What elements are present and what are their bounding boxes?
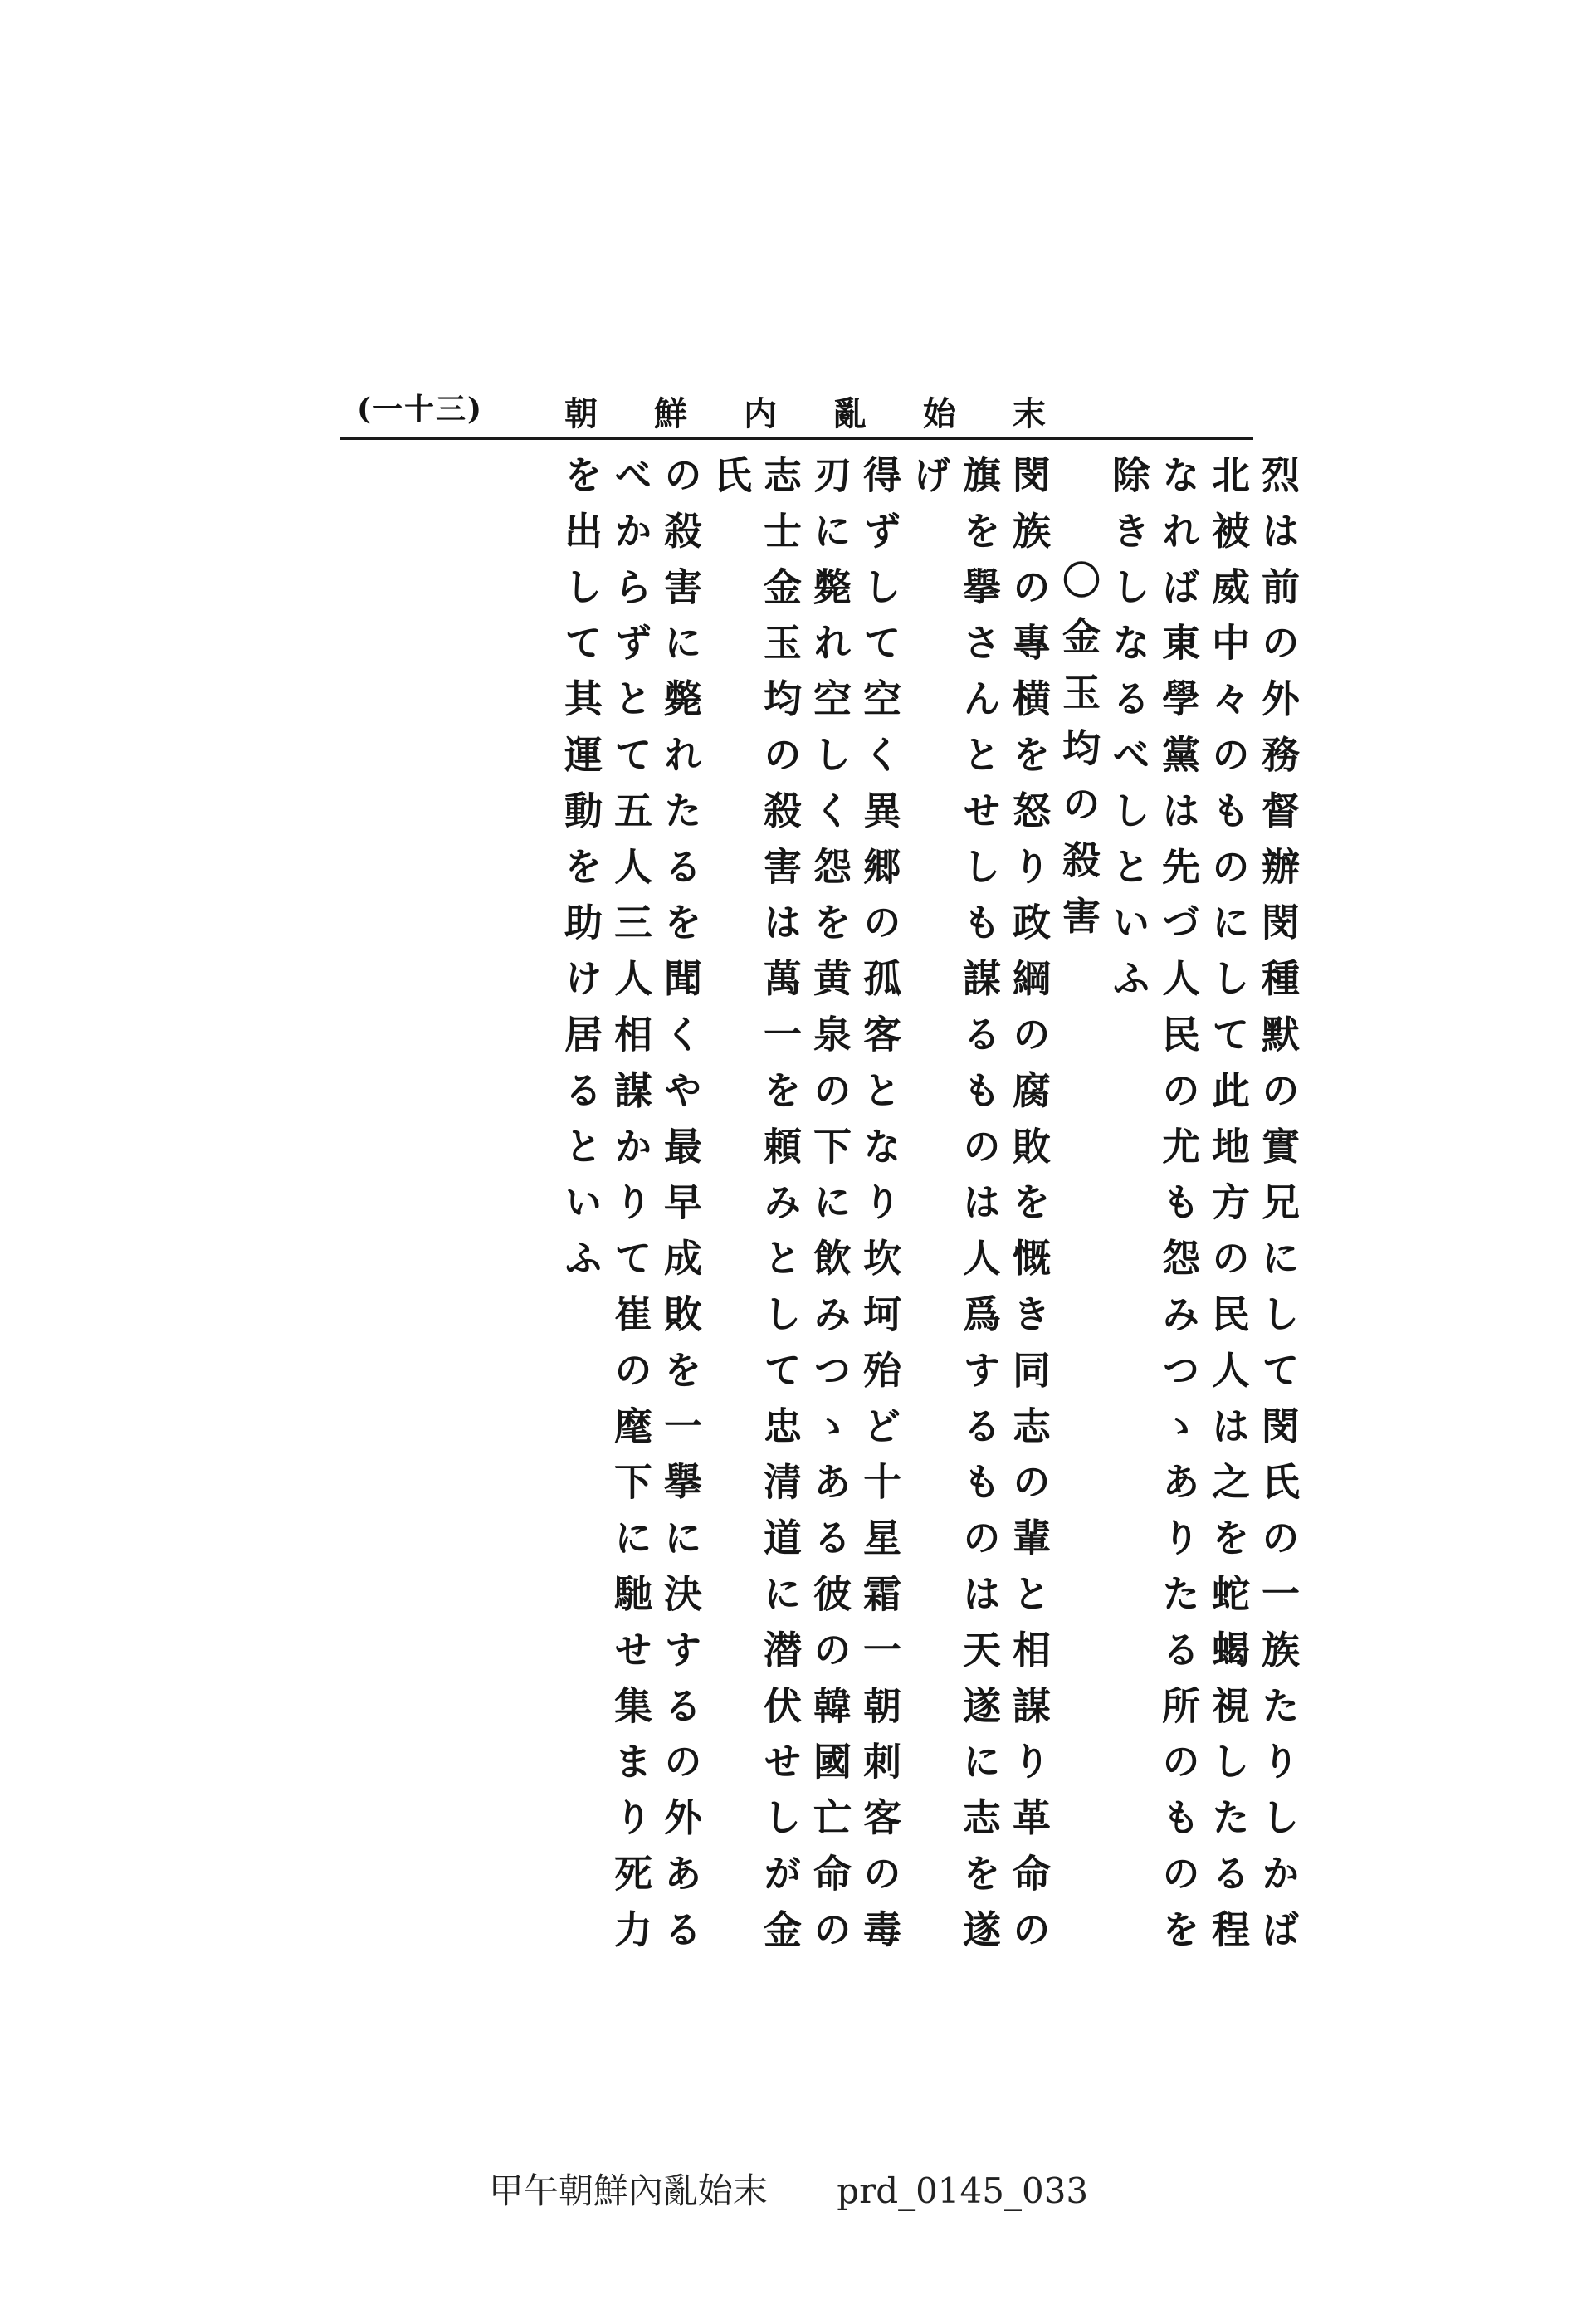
text-column: なれば東學黨は先づ人民の尤も怨みつゝありたる所のものを [1156, 455, 1201, 1965]
text-column: べからずとて五人三人相謀かりて崔の麾下に馳せ集まり死力 [608, 455, 653, 1965]
header-char: 鮮 [654, 393, 687, 433]
header-rule [340, 437, 1253, 440]
header-char: 始 [923, 393, 956, 433]
header-char: 朝 [564, 393, 598, 433]
text-column: 烈は前の外務督辦閔種默の實兄にして閔氏の一族たりしかば [1256, 455, 1301, 1965]
text-column: 北被威中々のものにして此地方の民人は之を蛇蝎視したる程 [1206, 455, 1251, 1965]
text-column: 除きしなるべしといふ [1106, 455, 1151, 1014]
header-char: 末 [1013, 393, 1046, 433]
text-column: 得ずして空く異郷の孤客となり坎坷殆ど十星霜一朝刺客の毒 [857, 455, 902, 1965]
vertical-text-body [315, 455, 1303, 1965]
header-char: 内 [744, 393, 777, 433]
section-heading: 〇金玉均の殺害 [1057, 560, 1101, 952]
footer-book-title: 甲午朝鮮內亂始末 [488, 2170, 768, 2211]
text-column: 志士金玉均の殺害は萬一を頼みとして忠清道に潜伏せしが金氏 [708, 455, 803, 1965]
text-column: を出して其運動を助け居るといふ [559, 455, 603, 1294]
text-column: 旗を擧さんとせしも謀るものは人爲するものは天遂に志を遂げ [907, 455, 1002, 1965]
text-column: の殺害に斃れたるを聞くや最早成敗を一擧に決するの外ある [658, 455, 703, 1965]
text-column: 刃に斃れ空しく怨を黄泉の下に飲みつゝある彼の韓國亡命の [808, 455, 852, 1965]
text-column: 閔族の專横を怒り政綱の腐敗を慨き同志の輩と相謀り革命の [1007, 455, 1052, 1965]
page-number: (一十三) [357, 392, 484, 427]
running-header-title [564, 378, 1046, 444]
header-char: 亂 [833, 393, 867, 433]
footer-caption [0, 2158, 1577, 2224]
footer-image-id: prd_0145_033 [837, 2170, 1089, 2211]
